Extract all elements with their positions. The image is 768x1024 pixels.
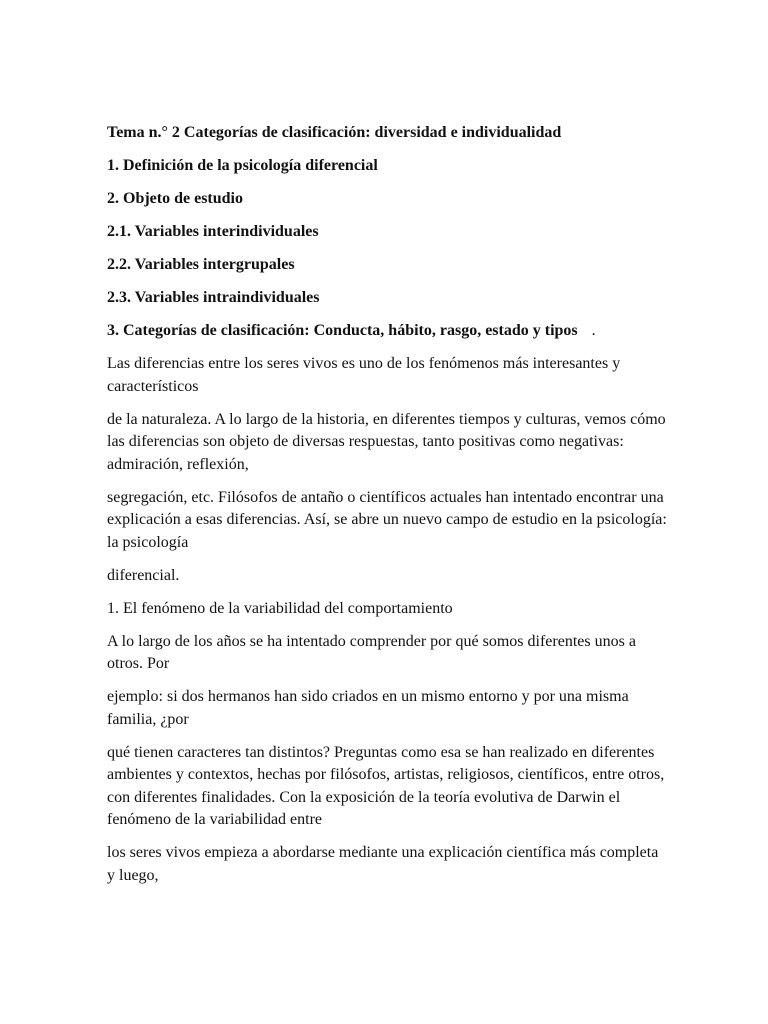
- section-heading-definicion: 1. Definición de la psicología diferencial: [107, 157, 378, 174]
- body-paragraph: ejemplo: si dos hermanos han sido criados en un mismo entorno y por una misma familia, ¿por: [107, 688, 629, 728]
- document-title: Tema n.° 2 Categorías de clasificación: diversidad e individualidad: [107, 124, 562, 141]
- section-heading-objeto: 2. Objeto de estudio: [107, 190, 243, 207]
- subheading-variabilidad: 1. El fenómeno de la variabilidad del comportamiento: [107, 599, 453, 617]
- body-paragraph: de la naturaleza. A lo largo de la historia, en diferentes tiempos y culturas, vemos cómo las diferencias son objeto de diversas respuestas, tanto positivas como negativas: admiración, reflexión,: [107, 410, 666, 473]
- section-heading-categorias-text: 3. Categorías de clasificación: Conducta, hábito, rasgo, estado y tipos: [107, 322, 578, 339]
- subsection-heading-intergrupales: 2.2. Variables intergrupales: [107, 256, 295, 273]
- body-paragraph: qué tienen caracteres tan distintos? Preguntas como esa se han realizado en diferentes ambientes y contextos, hechas por filósofos, artistas, religiosos, científicos, entre otros, con diferentes finalidades. Con la exposición de la teoría evolutiva de Darwin el fenómeno de la variabilidad entre: [107, 743, 665, 828]
- body-paragraph: los seres vivos empieza a abordarse mediante una explicación científica más completa y luego,: [107, 844, 659, 884]
- document-page: [107, 122, 667, 898]
- body-paragraph: diferencial.: [107, 566, 180, 584]
- trailing-dot: .: [591, 322, 596, 339]
- subsection-heading-interindividuales: 2.1. Variables interindividuales: [107, 223, 319, 240]
- body-paragraph: Las diferencias entre los seres vivos es uno de los fenómenos más interesantes y característicos: [107, 355, 621, 395]
- body-paragraph: A lo largo de los años se ha intentado comprender por qué somos diferentes unos a otros. Por: [107, 632, 636, 672]
- body-paragraph: segregación, etc. Filósofos de antaño o científicos actuales han intentado encontrar una explicación a esas diferencias. Así, se abre un nuevo campo de estudio en la psicología: la psicología: [107, 488, 667, 551]
- section-heading-categorias: [107, 320, 667, 343]
- subsection-heading-intraindividuales: 2.3. Variables intraindividuales: [107, 289, 320, 306]
